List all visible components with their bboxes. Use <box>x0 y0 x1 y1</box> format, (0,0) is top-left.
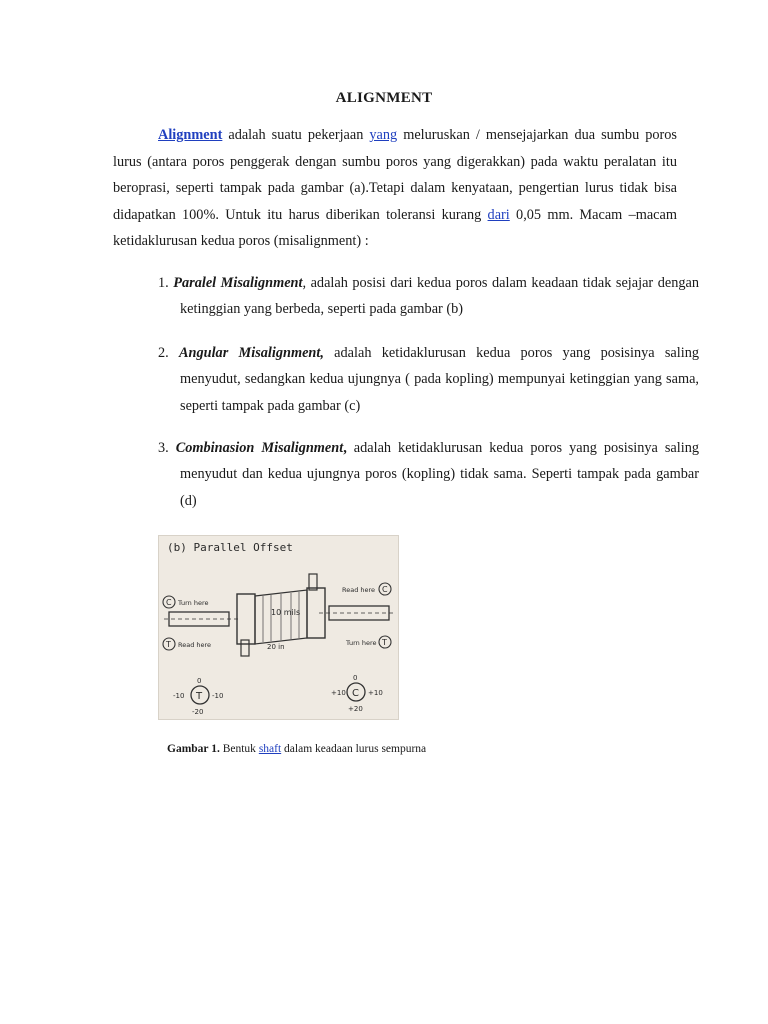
item-term: Paralel Misalignment <box>173 275 303 291</box>
left-dial-top: 0 <box>197 677 202 685</box>
list-item <box>158 340 699 419</box>
intro-text-1: adalah suatu pekerjaan <box>222 127 370 143</box>
item-number: 3. <box>158 440 176 456</box>
item-term: Combinasion Misalignment <box>175 440 344 456</box>
c-marker-label: C <box>166 598 172 607</box>
intro-paragraph <box>113 122 677 255</box>
read-here-left-label: Read here <box>178 641 212 649</box>
right-dial-bottom: +20 <box>348 705 363 713</box>
caption-text-1: Bentuk <box>219 743 259 755</box>
figure-heading: (b) Parallel Offset <box>167 541 293 554</box>
shaft-link[interactable]: shaft <box>258 743 282 755</box>
right-dial-center: C <box>352 688 359 699</box>
right-dial-right: +10 <box>368 689 383 697</box>
t-marker-label: T <box>166 640 171 649</box>
right-dial-left: +10 <box>331 689 346 697</box>
item-separator: , <box>302 275 307 291</box>
item-number: 2. <box>158 345 179 361</box>
left-dial-center: T <box>196 691 203 702</box>
list-item <box>158 435 699 514</box>
item-term: Angular Misalignment, <box>178 345 324 361</box>
figure-caption <box>167 741 426 757</box>
caption-lead: Gambar 1. <box>167 743 220 755</box>
alignment-link[interactable]: Alignment <box>158 127 223 143</box>
item-separator: , <box>343 440 347 456</box>
item-number: 1. <box>158 275 174 291</box>
page-title: ALIGNMENT <box>335 90 433 106</box>
mils-label: 10 mils <box>271 608 301 617</box>
item-text: adalah posisi dari kedua poros dalam keadaan tidak sejajar dengan ketinggian yang berbeda, seperti pada gambar (b) <box>180 275 699 318</box>
caption-text-2: dalam keadaan lurus sempurna <box>281 743 427 755</box>
parallel-offset-diagram <box>159 536 398 719</box>
item-text: adalah ketidaklurusan kedua poros yang posisinya saling menyudut, sedangkan kedua ujungnya ( pada kopling) mempunyai ketinggian yang sama, seperti tampak pada gambar (c) <box>180 345 700 414</box>
intro-text-3: 0,05 mm. Macam –macam ketidaklurusan kedua poros (misalignment) : <box>113 206 677 249</box>
parallel-offset-figure <box>158 535 399 720</box>
c-marker-label: C <box>382 585 388 594</box>
inch-label: 20 in <box>267 643 285 651</box>
yang-link[interactable]: yang <box>369 127 398 143</box>
intro-text-2: meluruskan / mensejajarkan dua sumbu poros lurus (antara poros penggerak dengan sumbu poros yang digerakkan) pada waktu peralatan itu beroprasi, seperti tampak pada gambar (a).Tetapi dalam kenyataan, pengertian lurus tidak bisa didapatkan 100%. Untuk itu harus diberikan toleransi kurang <box>113 127 677 223</box>
list-item <box>158 270 699 323</box>
dari-link[interactable]: dari <box>487 206 510 223</box>
left-dial-bottom: -20 <box>192 708 204 716</box>
item-text: adalah ketidaklurusan kedua poros yang posisinya saling menyudut dan kedua ujungnya poros (kopling) tidak sama. Seperti tampak pada gambar (d) <box>180 440 700 509</box>
left-dial-left: -10 <box>173 692 185 700</box>
t-marker-label: T <box>382 638 387 647</box>
right-dial-top: 0 <box>353 674 358 682</box>
left-coupling-hub <box>237 594 255 644</box>
read-here-top-label: Read here <box>342 586 376 594</box>
right-shaft <box>329 606 389 620</box>
turn-here-left-label: Turn here <box>178 599 209 607</box>
bottom-dial-indicator <box>241 640 249 656</box>
turn-here-right-label: Turn here <box>346 639 377 647</box>
left-dial-right: -10 <box>212 692 224 700</box>
